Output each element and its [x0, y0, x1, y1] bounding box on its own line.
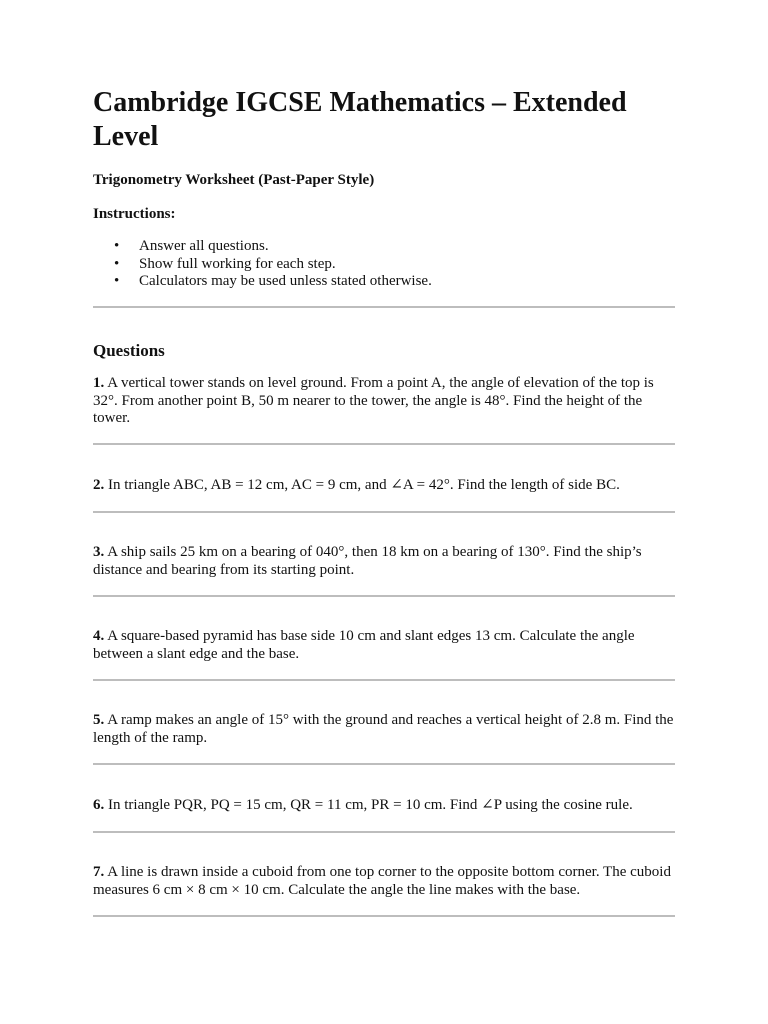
question-text: A ramp makes an angle of 15° with the ground and reaches a vertical height of 2.8 m. Find the length of the ramp. — [93, 712, 674, 746]
question-divider — [93, 831, 675, 833]
question-divider — [93, 595, 675, 597]
question-7 — [93, 864, 675, 899]
instruction-item — [93, 256, 432, 274]
page-title: Cambridge IGCSE Mathematics – Extended Level — [93, 87, 627, 152]
question-6 — [93, 797, 675, 815]
question-text: A line is drawn inside a cuboid from one top corner to the opposite bottom corner. The cuboid measures 6 cm × 8 cm × 10 cm. Calculate the angle the line makes with the base. — [93, 864, 671, 898]
question-number: 3. — [93, 544, 105, 560]
question-number: 2. — [93, 477, 105, 493]
question-text: A vertical tower stands on level ground. From a point A, the angle of elevation of the top is 32°. From another point B, 50 m nearer to the tower, the angle is 48°. Find the height of the tower. — [93, 375, 654, 426]
questions-heading: Questions — [93, 341, 165, 360]
instruction-item — [93, 238, 432, 256]
question-number: 1. — [93, 375, 105, 391]
question-5 — [93, 712, 675, 747]
question-divider — [93, 915, 675, 917]
question-divider — [93, 679, 675, 681]
section-divider — [93, 306, 675, 308]
question-number: 4. — [93, 628, 105, 644]
question-divider — [93, 443, 675, 445]
question-1 — [93, 375, 675, 428]
question-2 — [93, 477, 675, 495]
question-number: 5. — [93, 712, 105, 728]
question-text: A square-based pyramid has base side 10 cm and slant edges 13 cm. Calculate the angle between a slant edge and the base. — [93, 628, 635, 662]
instruction-text: Answer all questions. — [139, 238, 269, 254]
instruction-text: Calculators may be used unless stated otherwise. — [139, 273, 432, 289]
question-divider — [93, 763, 675, 765]
bullet-icon: • — [114, 273, 120, 289]
worksheet-page — [93, 86, 675, 898]
instruction-item — [93, 273, 432, 291]
bullet-icon: • — [114, 238, 120, 254]
question-number: 7. — [93, 864, 105, 880]
instructions-label: Instructions: — [93, 206, 176, 222]
question-4 — [93, 628, 675, 663]
bullet-icon: • — [114, 255, 120, 272]
question-text: A ship sails 25 km on a bearing of 040°, then 18 km on a bearing of 130°. Find the ship’s distance and bearing from its starting point. — [93, 544, 642, 578]
question-text: In triangle ABC, AB = 12 cm, AC = 9 cm, and ∠A = 42°. Find the length of side BC. — [108, 477, 620, 493]
question-3 — [93, 544, 675, 579]
instructions-list — [93, 238, 432, 291]
question-text: In triangle PQR, PQ = 15 cm, QR = 11 cm, PR = 10 cm. Find ∠P using the cosine rule. — [108, 797, 633, 813]
question-number: 6. — [93, 797, 105, 813]
question-divider — [93, 511, 675, 513]
instruction-text: Show full working for each step. — [139, 255, 336, 272]
worksheet-subtitle: Trigonometry Worksheet (Past-Paper Style) — [93, 172, 375, 188]
